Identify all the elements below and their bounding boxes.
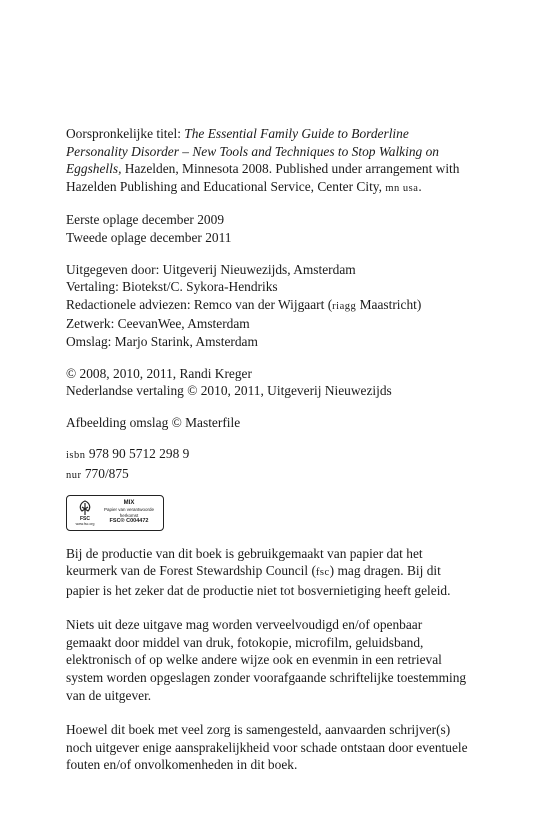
printing-second: Tweede oplage december 2011 (66, 229, 232, 245)
fsc-code: FSC® C004472 (109, 518, 149, 524)
isbn-label: isbn (66, 450, 86, 462)
nur-value: 770/875 (84, 465, 129, 481)
isbn-value: 978 90 5712 298 9 (88, 446, 190, 462)
original-state: mn usa (385, 182, 419, 194)
isbn-line (66, 445, 470, 465)
copyright-author: © 2008, 2010, 2011, Randi Kreger (66, 365, 252, 381)
codes (66, 445, 470, 484)
cover-image-credit: Afbeelding omslag © Masterfile (66, 414, 241, 430)
editorial-org: riagg (332, 300, 357, 312)
original-title: The Essential Family Guide to Borderline Personality Disorder – New Tools and Techniques to Stop Walking on Eggshells, (66, 126, 439, 177)
fsc-label-text (99, 500, 159, 525)
nur-line (66, 465, 470, 485)
fsc-logo (71, 498, 99, 528)
nur-label: nur (66, 469, 82, 481)
original-title-label: Oorspronkelijke titel: (66, 126, 181, 141)
fsc-label (66, 495, 164, 531)
editorial-suffix: Maastricht) (356, 296, 422, 312)
publisher-credit: Uitgegeven door: Uitgeverij Nieuwezijds, Amsterdam (66, 261, 356, 277)
fsc-paragraph-a: Bij de productie van dit boek is gebruikgemaakt van papier dat het keurmerk van de Forest Stewardship Council ( (66, 545, 423, 579)
editorial-credit (66, 296, 470, 316)
fsc-paragraph (66, 545, 470, 600)
printings (66, 211, 470, 246)
original-publisher: Hazelden, Minnesota 2008. Published under arrangement with Hazelden Publishing and Educational Service, Center City, (66, 161, 460, 194)
fsc-url: www.fsc.org (75, 521, 95, 526)
disclaimer-paragraph: Hoewel dit boek met veel zorg is samengesteld, aanvaarden schrijver(s) noch uitgever enige aansprakelijkheid voor schade ontstaan door eventuele fouten en/of onvolkomenheden in dit boek. (66, 722, 468, 773)
rights-paragraph: Niets uit deze uitgave mag worden verveelvoudigd en/of openbaar gemaakt door middel van druk, fotokopie, microfilm, geluidsband, elektronisch of op welke andere wijze ook en evenmin in een retrieval system worden opgeslagen zonder voorafgaande schriftelijke toestemming van de uitgever. (66, 617, 467, 703)
cover-credit: Omslag: Marjo Starink, Amsterdam (66, 333, 258, 349)
colophon-content (66, 125, 470, 791)
translation-credit: Vertaling: Biotekst/C. Sykora-Hendriks (66, 279, 278, 295)
original-end: . (418, 178, 422, 194)
editorial-prefix: Redactionele adviezen: Remco van der Wijgaart ( (66, 296, 333, 312)
copyright (66, 365, 470, 400)
fsc-abbrev: fsc (315, 567, 330, 579)
typesetting-credit: Zetwerk: CeevanWee, Amsterdam (66, 316, 250, 332)
fsc-paragraph-b: ) mag dragen. Bij dit papier is het zeker dat de productie niet tot bosvernietiging heeft geleid. (66, 563, 451, 598)
original-title-note (66, 125, 470, 197)
copyright-translation: Nederlandse vertaling © 2010, 2011, Uitgeverij Nieuwezijds (66, 383, 392, 399)
fsc-tree-icon (77, 500, 93, 516)
fsc-logo-text: FSC (80, 515, 90, 522)
fsc-description: Papier van verantwoorde herkomst (103, 507, 155, 518)
printing-first: Eerste oplage december 2009 (66, 212, 225, 228)
credits (66, 261, 470, 351)
fsc-mix: MIX (123, 500, 135, 506)
